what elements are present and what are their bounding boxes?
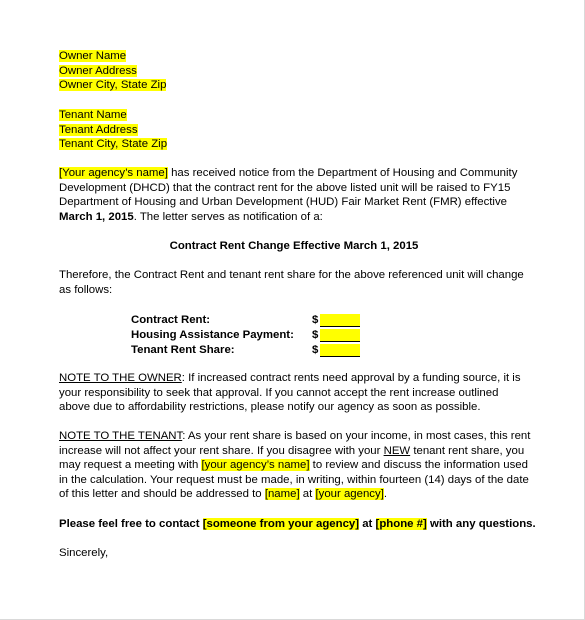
tenant-note-paragraph — [59, 429, 531, 502]
contact-someone-placeholder: [someone from your agency] — [202, 518, 360, 530]
owner-address-block — [59, 49, 531, 93]
owner-note-paragraph — [59, 371, 531, 415]
amount-blank-field[interactable] — [320, 329, 360, 342]
tenant-note-name-placeholder: [name] — [264, 488, 300, 501]
owner-address: Owner Address — [59, 64, 137, 77]
tenant-address-block — [59, 108, 531, 152]
payment-row-housing-assistance — [131, 328, 371, 343]
intro-agency-placeholder: [Your agency’s name] — [59, 167, 168, 179]
contact-text-2: with any questions. — [426, 518, 536, 530]
tenant-note-title: NOTE TO THE TENANT — [59, 430, 183, 442]
tenant-note-new-word: NEW — [383, 444, 411, 457]
owner-name: Owner Name — [59, 50, 127, 62]
payment-row-tenant-rent-share — [131, 343, 371, 358]
payment-row-contract-rent — [131, 313, 371, 328]
dollar-sign: $ — [312, 329, 319, 341]
tenant-note-agency2-placeholder: [your agency] — [315, 488, 384, 501]
tenant-note-agency-placeholder: [your agency’s name] — [201, 459, 310, 472]
intro-effective-date: March 1, 2015 — [59, 210, 134, 223]
payment-label: Housing Assistance Payment: — [131, 329, 294, 341]
tenant-note-text-1: : As your rent share is based on your income, in most cases, this rent increase will not affect your rent share. If you disagree with your — [59, 430, 531, 457]
intro-text-1: has received notice from the Department of Housing and Community Development (DHCD) that the contract rent for the above listed unit will be raised to FY15 Department of Housing and Urban Development (HUD) Fair Market Rent (FMR) effective — [59, 167, 518, 209]
contact-at: at — [359, 518, 376, 530]
payment-table — [131, 313, 371, 358]
payment-label: Contract Rent: — [131, 314, 211, 326]
amount-blank-field[interactable] — [320, 344, 360, 357]
tenant-note-end: . — [383, 488, 388, 501]
contact-phone-placeholder: [phone #] — [375, 518, 427, 530]
tenant-name: Tenant Name — [59, 109, 127, 121]
contact-text-1: Please feel free to contact — [59, 518, 203, 530]
owner-note-text: : If increased contract rents need approval by a funding source, it is your responsibility to seek that approval. If you cannot accept the rent increase outlined above due to affordability restrictions, please notify our agency as soon as possible. — [59, 372, 521, 414]
contact-paragraph — [59, 517, 539, 532]
tenant-note-at: at — [299, 488, 316, 501]
tenant-address: Tenant Address — [59, 123, 138, 136]
intro-text-2: . The letter serves as notification of a: — [133, 210, 323, 223]
contract-rent-change-heading: Contract Rent Change Effective March 1, 2015 — [169, 240, 419, 252]
tenant-city-state-zip: Tenant City, State Zip — [59, 138, 168, 151]
closing-salutation: Sincerely, — [59, 547, 109, 559]
owner-city-state-zip: Owner City, State Zip — [59, 79, 167, 92]
payment-label: Tenant Rent Share: — [131, 344, 235, 356]
tenant-note-text-3: to review and discuss the information used in the calculation. Your request must be made, in writing, within fourteen (14) days of the date of this letter and should be addressed to — [59, 459, 529, 501]
intro-paragraph — [59, 166, 531, 224]
tenant-note-text-2: tenant rent share, you may request a meeting with — [59, 444, 525, 472]
amount-blank-field[interactable] — [320, 314, 360, 327]
dollar-sign: $ — [312, 314, 319, 326]
owner-note-title: NOTE TO THE OWNER — [59, 372, 182, 384]
therefore-paragraph: Therefore, the Contract Rent and tenant rent share for the above referenced unit will change as follows: — [59, 269, 524, 296]
dollar-sign: $ — [312, 344, 319, 356]
